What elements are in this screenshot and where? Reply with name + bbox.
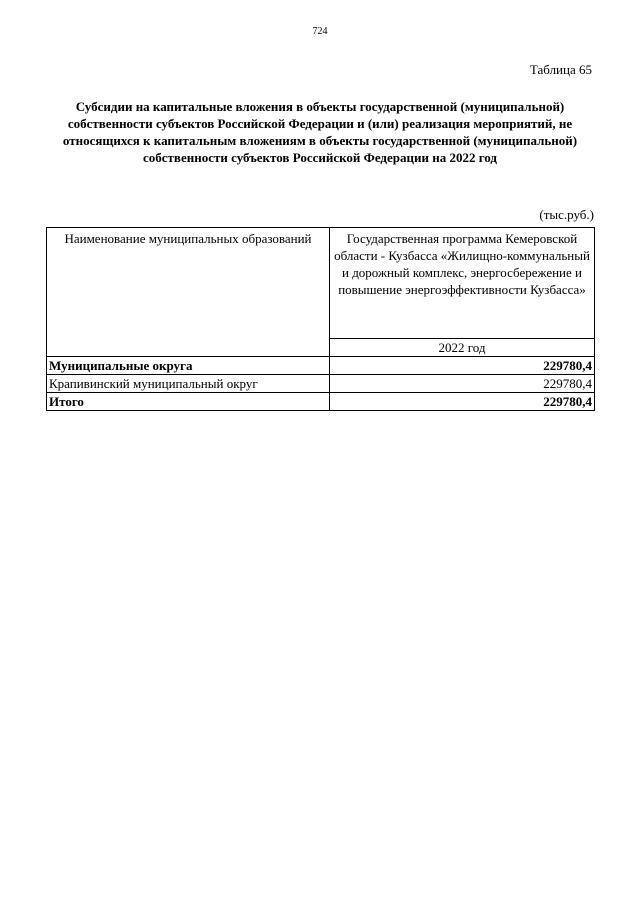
unit-note: (тыс.руб.) xyxy=(539,207,594,222)
row-name-cell: Муниципальные округа xyxy=(47,357,330,375)
header-year-cell: 2022 год xyxy=(330,339,595,357)
table-number: Таблица 65 xyxy=(529,62,592,77)
document-title: Субсидии на капитальные вложения в объекты государственной (муниципальной) собственности субъектов Российской Федерации и (или) реализация мероприятий, не относящихся к капитальным вложениям в объекты государственной (муниципальной) собственности субъектов Российской Федерации на 2022 год xyxy=(62,99,578,165)
row-value-cell: 229780,4 xyxy=(330,393,595,411)
header-name-cell: Наименование муниципальных образований xyxy=(47,228,330,357)
page-number: 724 xyxy=(312,26,328,37)
row-name-cell: Крапивинский муниципальный округ xyxy=(47,375,330,393)
table-header-row xyxy=(47,228,595,339)
table-row xyxy=(47,375,595,393)
row-value-cell: 229780,4 xyxy=(330,357,595,375)
subsidy-table xyxy=(46,227,595,411)
table-row xyxy=(47,357,595,375)
row-value-cell: 229780,4 xyxy=(330,375,595,393)
row-name-cell: Итого xyxy=(47,393,330,411)
table-row xyxy=(47,393,595,411)
header-program-cell: Государственная программа Кемеровской области - Кузбасса «Жилищно-коммунальный и дорожный комплекс, энергосбережение и повышение энергоэффективности Кузбасса» xyxy=(330,228,595,339)
